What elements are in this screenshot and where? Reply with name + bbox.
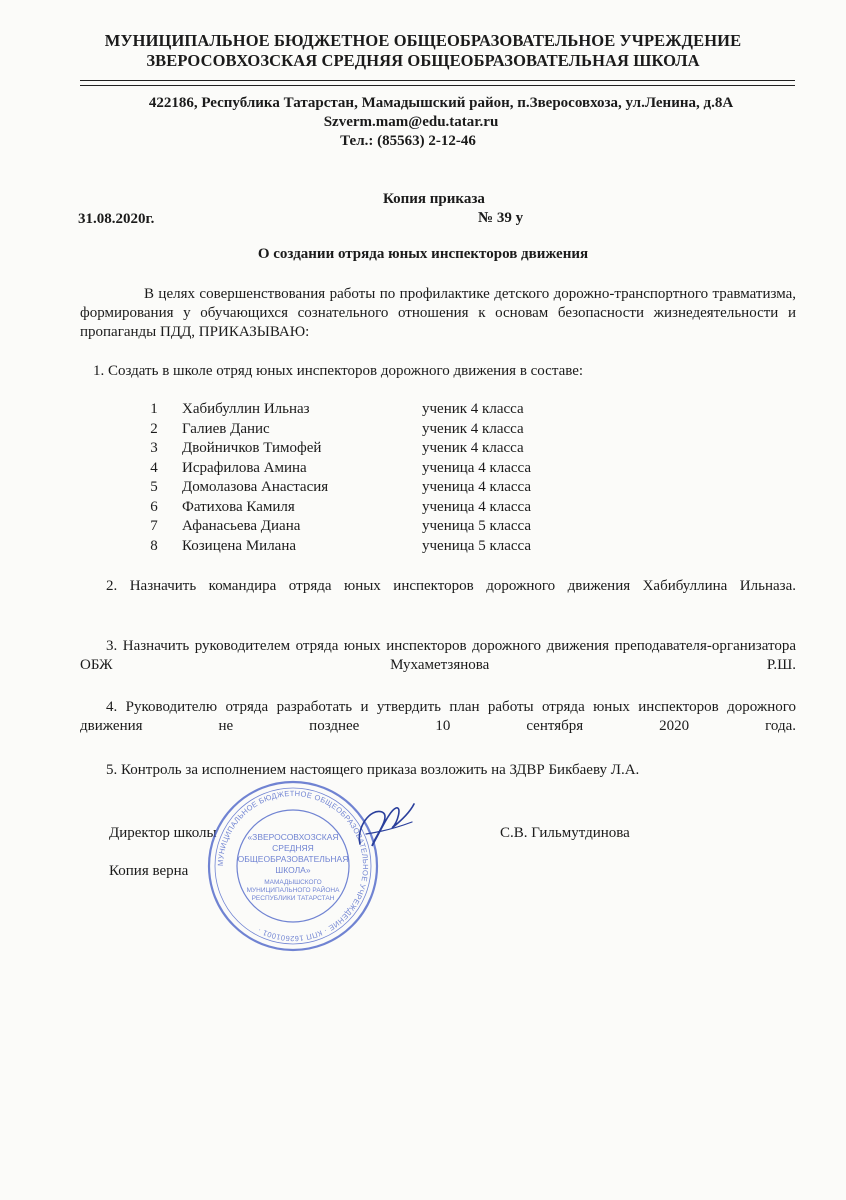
item-1-text: 1. Создать в школе отряд юных инспекторов дорожного движения в составе: — [93, 363, 584, 379]
item-5-text: 5. Контроль за исполнением настоящего приказа возложить на ЗДВР Бикбаеву Л.А. — [106, 762, 640, 778]
svg-text:«ЗВЕРОСОВХОЗСКАЯ: «ЗВЕРОСОВХОЗСКАЯ — [247, 832, 339, 842]
student-grade: ученик 4 класса — [422, 440, 524, 456]
student-grade: ученица 5 класса — [422, 537, 532, 554]
student-name: Козицена Милана — [182, 537, 297, 554]
org-address: 422186, Республика Татарстан, Мамадышский район, п.Зверосовхоза, ул.Ленина, д.8А — [148, 95, 734, 111]
student-name: Исрафилова Амина — [182, 459, 307, 476]
header-rule — [80, 80, 795, 81]
student-row — [138, 460, 622, 480]
student-row — [138, 499, 622, 519]
student-number: 1 — [150, 401, 158, 417]
student-name: Домолазова Анастасия — [182, 479, 329, 495]
student-name: Галиев Данис — [182, 420, 270, 437]
student-row — [138, 518, 622, 538]
student-number: 2 — [150, 420, 158, 437]
intro-paragraph: В целях совершенствования работы по профилактике детского дорожно-транспортного травматизма, формирования у обучающихся сознательного отношения к основам безопасности жизнедеятельности и пропаганды ПДД, ПРИКАЗЫВАЮ: — [80, 286, 796, 340]
org-name-line2: ЗВЕРОСОВХОЗСКАЯ СРЕДНЯЯ ОБЩЕОБРАЗОВАТЕЛЬНАЯ ШКОЛА — [146, 51, 700, 70]
student-row — [138, 421, 622, 441]
order-date: 31.08.2020г. — [78, 211, 155, 227]
student-number: 5 — [150, 479, 158, 495]
order-number: № 39 у — [478, 210, 524, 226]
student-grade: ученик 4 класса — [422, 420, 524, 437]
item-3-text: 3. Назначить руководителем отряда юных инспекторов дорожного движения преподавателя-организатора ОБЖ Мухаметзянова Р.Ш. — [80, 638, 796, 673]
director-position: Директор школы — [109, 825, 217, 841]
svg-text:ОБЩЕОБРАЗОВАТЕЛЬНАЯ: ОБЩЕОБРАЗОВАТЕЛЬНАЯ — [237, 854, 349, 864]
student-grade: ученица 4 класса — [422, 498, 532, 515]
svg-text:СРЕДНЯЯ: СРЕДНЯЯ — [272, 843, 314, 853]
student-name: Фатихова Камиля — [182, 498, 295, 515]
student-number: 6 — [150, 498, 158, 515]
copy-certified: Копия верна — [109, 863, 189, 879]
student-row — [138, 538, 622, 558]
director-name: С.В. Гильмутдинова — [500, 825, 630, 841]
students-table — [138, 401, 622, 557]
student-grade: ученица 4 класса — [422, 459, 532, 476]
student-name: Двойничков Тимофей — [182, 440, 322, 456]
student-row — [138, 440, 622, 460]
item-4-text: 4. Руководителю отряда разработать и утвердить план работы отряда юных инспекторов дорожного движения не позднее 10 сентября 2020 года. — [80, 699, 796, 734]
student-number: 7 — [150, 518, 158, 534]
svg-text:МУНИЦИПАЛЬНОГО РАЙОНА: МУНИЦИПАЛЬНОГО РАЙОНА — [246, 887, 340, 894]
student-grade: ученица 4 класса — [422, 479, 532, 495]
student-name: Хабибуллин Ильназ — [182, 401, 310, 417]
org-email: Szverm.mam@edu.tatar.ru — [323, 114, 499, 130]
header-rule-thin — [80, 85, 795, 86]
student-number: 4 — [150, 459, 158, 476]
order-title: О создании отряда юных инспекторов движения — [257, 246, 589, 262]
student-row — [138, 401, 622, 421]
stamp-center-text — [238, 832, 349, 902]
stamp-arc-text: МУНИЦИПАЛЬНОЕ БЮДЖЕТНОЕ ОБЩЕОБРАЗОВАТЕЛЬНОЕ УЧРЕЖДЕНИЕ · КПП 162601001 · — [215, 788, 371, 944]
item-2-text: 2. Назначить командира отряда юных инспекторов дорожного движения Хабибуллина Ильназа. — [106, 578, 796, 594]
director-signature — [352, 798, 422, 856]
org-name-line1: МУНИЦИПАЛЬНОЕ БЮДЖЕТНОЕ ОБЩЕОБРАЗОВАТЕЛЬНОЕ УЧРЕЖДЕНИЕ — [104, 31, 742, 50]
student-grade: ученица 5 класса — [422, 518, 532, 534]
svg-text:ШКОЛА»: ШКОЛА» — [275, 865, 311, 875]
student-number: 8 — [150, 537, 158, 554]
order-copy-label: Копия приказа — [383, 191, 485, 207]
student-name: Афанасьева Диана — [182, 518, 301, 534]
student-grade: ученик 4 класса — [422, 401, 524, 417]
svg-text:РЕСПУБЛИКИ ТАТАРСТАН: РЕСПУБЛИКИ ТАТАРСТАН — [251, 895, 335, 902]
student-number: 3 — [150, 440, 158, 456]
student-row — [138, 479, 622, 499]
svg-text:МАМАДЫШСКОГО: МАМАДЫШСКОГО — [264, 879, 322, 886]
org-phone: Тел.: (85563) 2-12-46 — [340, 133, 476, 149]
